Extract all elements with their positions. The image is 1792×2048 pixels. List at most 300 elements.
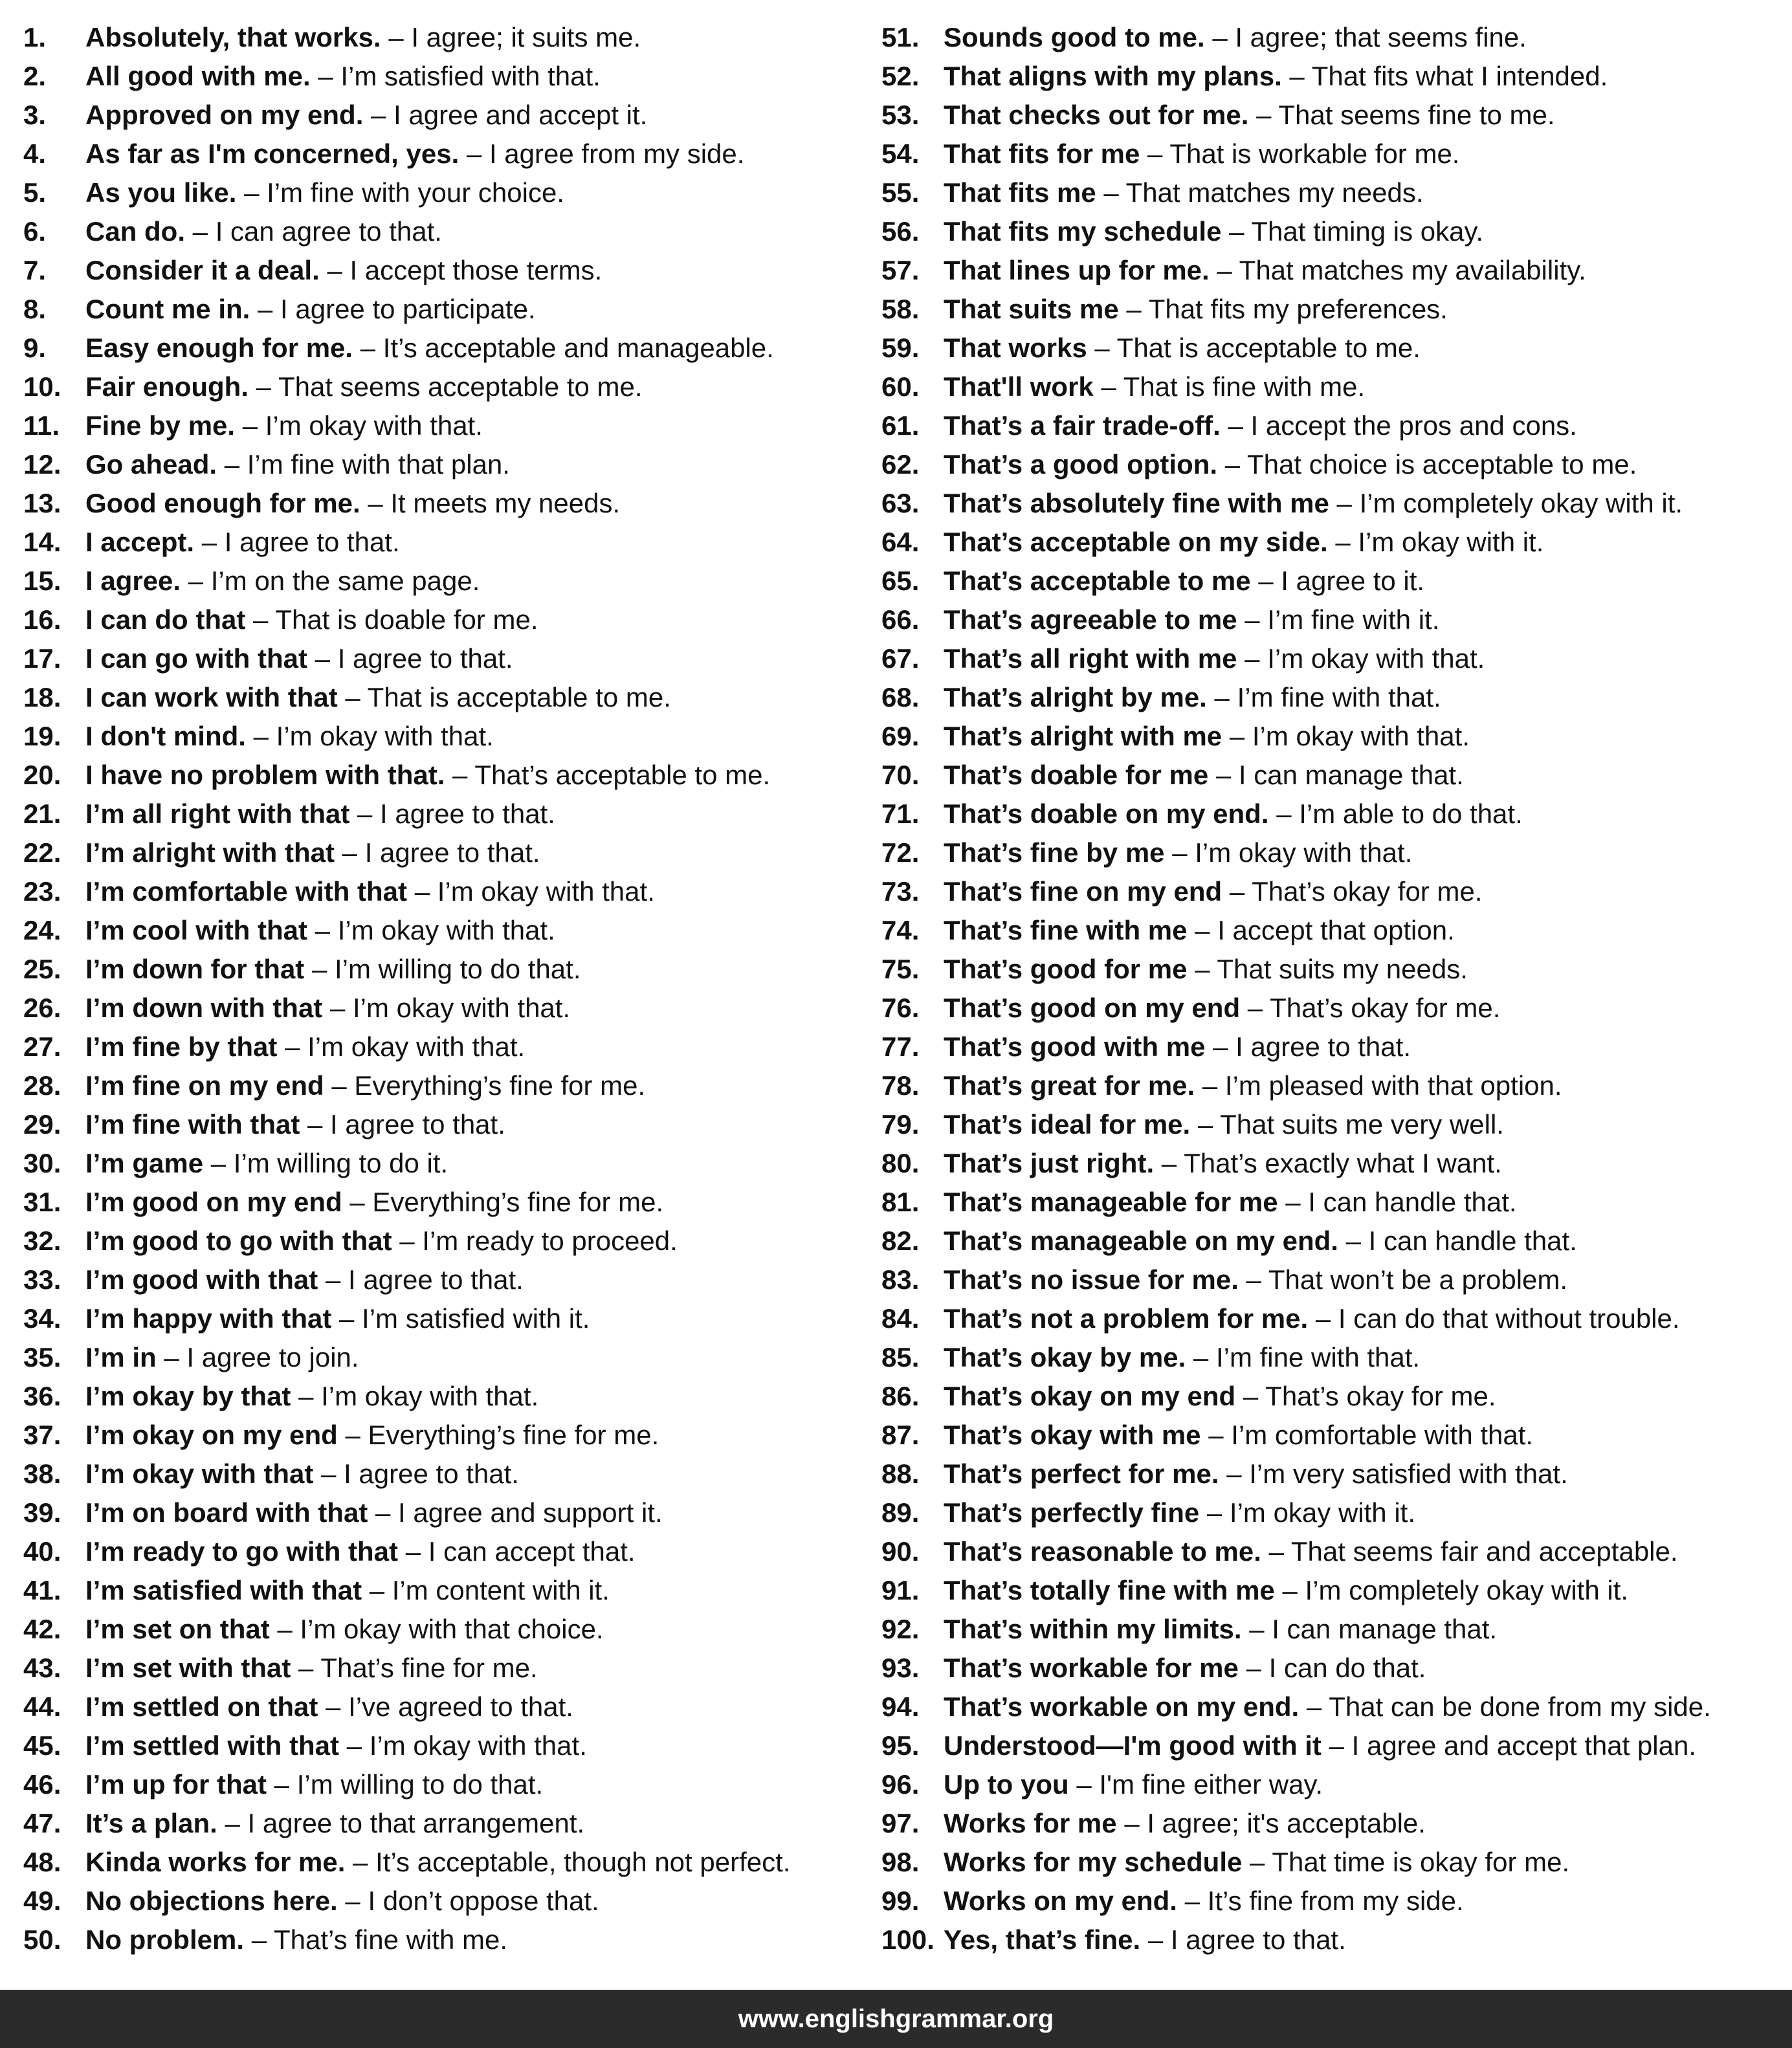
item-separator: – (1250, 1847, 1265, 1877)
item-number: 12. (23, 449, 61, 479)
item-meaning: That’s fine with me. (273, 1924, 508, 1955)
item-number: 5. (23, 177, 47, 208)
list-item (23, 1416, 858, 1455)
item-phrase: Good enough for me. (85, 488, 360, 518)
list-item (23, 1843, 858, 1882)
item-meaning: I agree; that seems fine. (1235, 22, 1527, 52)
item-meaning: I agree; it's acceptable. (1147, 1808, 1426, 1838)
item-meaning: I’m willing to do it. (233, 1148, 448, 1178)
item-number: 22. (23, 837, 61, 868)
item-phrase: As far as I'm concerned, yes. (85, 138, 459, 169)
item-number: 56. (881, 216, 920, 247)
item-separator: – (1147, 138, 1163, 169)
item-number: 97. (881, 1808, 920, 1838)
item-meaning: I’m okay with that. (1267, 643, 1485, 674)
item-separator: – (371, 100, 386, 130)
item-separator: – (1244, 604, 1260, 635)
item-number: 17. (23, 643, 61, 674)
item-meaning: That’s fine for me. (320, 1653, 538, 1683)
item-meaning: That is workable for me. (1169, 138, 1460, 169)
item-phrase: I’m down with that (85, 993, 323, 1023)
list-item (23, 1261, 858, 1299)
item-phrase: I can go with that (85, 643, 307, 674)
item-phrase: I’m set with that (85, 1653, 291, 1683)
item-phrase: That’s alright by me. (944, 682, 1207, 712)
list-item (23, 1649, 858, 1688)
item-number: 46. (23, 1769, 61, 1800)
item-meaning: I’m okay with that choice. (300, 1614, 604, 1644)
item-separator: – (224, 449, 240, 479)
item-number: 43. (23, 1653, 61, 1683)
item-number: 54. (881, 138, 920, 169)
item-phrase: I’m in (85, 1342, 157, 1372)
list-item (23, 96, 858, 135)
item-number: 87. (881, 1420, 920, 1450)
item-number: 63. (881, 488, 920, 518)
item-meaning: I can do that. (1268, 1653, 1426, 1683)
list-item (881, 717, 1787, 756)
item-phrase: I’m down for that (85, 954, 305, 984)
item-number: 51. (881, 22, 920, 52)
item-phrase: That checks out for me. (944, 100, 1249, 130)
item-separator: – (315, 915, 331, 945)
item-separator: – (298, 1381, 314, 1411)
item-meaning: That suits my needs. (1217, 954, 1468, 984)
item-meaning: I don’t oppose that. (368, 1886, 599, 1916)
item-meaning: I can handle that. (1308, 1187, 1517, 1217)
list-item (881, 1726, 1787, 1765)
item-meaning: I’m okay with that. (265, 410, 483, 441)
item-phrase: That’s good on my end (944, 993, 1241, 1023)
item-meaning: That is fine with me. (1123, 371, 1366, 402)
item-meaning: That timing is okay. (1251, 216, 1484, 247)
item-separator: – (1258, 566, 1274, 596)
item-phrase: That’s no issue for me. (944, 1264, 1239, 1295)
item-phrase: That’s manageable for me (944, 1187, 1278, 1217)
list-item (881, 1921, 1787, 1959)
item-number: 45. (23, 1730, 61, 1761)
item-separator: – (201, 527, 217, 557)
list-item (23, 368, 858, 406)
item-separator: – (1249, 1614, 1265, 1644)
item-separator: – (1094, 333, 1110, 363)
item-separator: – (1247, 993, 1263, 1023)
item-separator: – (1197, 1109, 1213, 1140)
item-number: 76. (881, 993, 920, 1023)
list-item (881, 1299, 1787, 1338)
item-phrase: That’s just right. (944, 1148, 1155, 1178)
item-phrase: As you like. (85, 177, 237, 208)
item-phrase: That’s not a problem for me. (944, 1303, 1309, 1334)
list-item (23, 717, 858, 756)
item-separator: – (1268, 1536, 1284, 1567)
item-meaning: I’m completely okay with it. (1305, 1575, 1629, 1605)
item-separator: – (1202, 1070, 1218, 1101)
item-number: 18. (23, 682, 61, 712)
item-separator: – (1101, 371, 1116, 402)
list-item (881, 406, 1787, 445)
list-item (23, 911, 858, 950)
item-separator: – (1282, 1575, 1298, 1605)
item-number: 73. (881, 876, 920, 907)
item-meaning: I’m okay with that. (276, 721, 494, 751)
list-item (23, 1688, 858, 1726)
item-phrase: I’m okay with that (85, 1459, 314, 1489)
list-item (23, 562, 858, 600)
item-meaning: I agree to that. (344, 1459, 519, 1489)
item-number: 2. (23, 61, 47, 91)
item-meaning: I agree to that. (1170, 1924, 1346, 1955)
list-item (881, 1843, 1787, 1882)
list-item (881, 756, 1787, 795)
item-meaning: It’s fine from my side. (1207, 1886, 1464, 1916)
item-meaning: I can do that without trouble. (1338, 1303, 1680, 1334)
item-number: 90. (881, 1536, 920, 1567)
list-item (881, 368, 1787, 406)
list-item (881, 1105, 1787, 1144)
item-number: 44. (23, 1691, 61, 1722)
item-separator: – (285, 1031, 300, 1062)
list-item (881, 1222, 1787, 1261)
item-separator: – (244, 177, 260, 208)
item-meaning: I accept that option. (1217, 915, 1455, 945)
item-phrase: That’s doable for me (944, 760, 1209, 790)
item-phrase: I’m happy with that (85, 1303, 332, 1334)
item-number: 47. (23, 1808, 61, 1838)
list-item (881, 1261, 1787, 1299)
item-separator: – (1289, 61, 1305, 91)
item-number: 59. (881, 333, 920, 363)
item-phrase: Works for me (944, 1808, 1117, 1838)
item-number: 26. (23, 993, 61, 1023)
item-separator: – (414, 876, 430, 907)
item-separator: – (318, 61, 333, 91)
item-number: 95. (881, 1730, 920, 1761)
list-item (23, 445, 858, 484)
item-separator: – (405, 1536, 421, 1567)
item-separator: – (345, 1886, 360, 1916)
list-item (23, 1455, 858, 1493)
item-separator: – (1214, 682, 1230, 712)
item-separator: – (345, 682, 360, 712)
item-separator: – (349, 1187, 365, 1217)
item-phrase: Approved on my end. (85, 100, 364, 130)
item-phrase: I’m settled with that (85, 1730, 340, 1761)
list-item (881, 1882, 1787, 1921)
item-phrase: I’m fine with that (85, 1109, 300, 1140)
item-phrase: I’m satisfied with that (85, 1575, 362, 1605)
item-meaning: I agree to that. (330, 1109, 505, 1140)
phrase-column-left (23, 18, 858, 1959)
item-separator: – (164, 1342, 179, 1372)
item-number: 29. (23, 1109, 61, 1140)
list-item (881, 989, 1787, 1028)
item-meaning: That’s acceptable to me. (474, 760, 771, 790)
item-meaning: I’ve agreed to that. (348, 1691, 573, 1722)
item-meaning: That is acceptable to me. (1116, 333, 1421, 363)
item-number: 82. (881, 1226, 920, 1256)
item-separator: – (256, 371, 272, 402)
item-phrase: That’s all right with me (944, 643, 1237, 674)
item-separator: – (1217, 255, 1232, 285)
item-number: 40. (23, 1536, 61, 1567)
list-item (23, 1299, 858, 1338)
item-meaning: That seems acceptable to me. (278, 371, 643, 402)
item-phrase: I’m set on that (85, 1614, 270, 1644)
item-meaning: I agree and accept it. (393, 100, 648, 130)
item-separator: – (1329, 1730, 1344, 1761)
list-item (23, 756, 858, 795)
item-phrase: I agree. (85, 566, 181, 596)
item-separator: – (253, 604, 269, 635)
item-phrase: That’s ideal for me. (944, 1109, 1191, 1140)
item-meaning: I agree to that. (1235, 1031, 1411, 1062)
item-phrase: That’s great for me. (944, 1070, 1195, 1101)
item-phrase: I’m ready to go with that (85, 1536, 399, 1567)
item-meaning: That’s okay for me. (1252, 876, 1483, 907)
list-item (881, 1688, 1787, 1726)
item-phrase: It’s a plan. (85, 1808, 217, 1838)
item-number: 30. (23, 1148, 61, 1178)
list-item (881, 1416, 1787, 1455)
item-meaning: I agree to that. (224, 527, 400, 557)
list-item (881, 1493, 1787, 1532)
item-number: 32. (23, 1226, 61, 1256)
list-item (881, 1765, 1787, 1804)
item-number: 67. (881, 643, 920, 674)
item-number: 24. (23, 915, 61, 945)
item-separator: – (360, 333, 376, 363)
item-separator: – (353, 1847, 368, 1877)
item-phrase: That’s doable on my end. (944, 798, 1269, 829)
list-item (881, 795, 1787, 833)
item-separator: – (1243, 1381, 1259, 1411)
list-item (23, 1921, 858, 1959)
item-number: 84. (881, 1303, 920, 1334)
item-phrase: No objections here. (85, 1886, 338, 1916)
item-meaning: I’m okay with it. (1229, 1497, 1415, 1528)
list-item (23, 212, 858, 251)
item-separator: – (315, 643, 331, 674)
item-separator: – (342, 837, 358, 868)
item-meaning: That seems fair and acceptable. (1290, 1536, 1678, 1567)
list-item (23, 600, 858, 639)
item-meaning: I’m satisfied with that. (340, 61, 601, 91)
list-item (881, 1804, 1787, 1843)
list-item (881, 173, 1787, 212)
item-separator: – (369, 1575, 385, 1605)
list-item (23, 1726, 858, 1765)
item-meaning: It’s acceptable and manageable. (382, 333, 774, 363)
item-phrase: That’s fine on my end (944, 876, 1222, 907)
item-meaning: That is doable for me. (275, 604, 538, 635)
list-item (23, 329, 858, 368)
list-item (881, 57, 1787, 96)
item-meaning: I’m okay with that. (437, 876, 655, 907)
item-separator: – (1276, 798, 1292, 829)
item-number: 35. (23, 1342, 61, 1372)
item-phrase: Fair enough. (85, 371, 249, 402)
item-meaning: I’m willing to do that. (335, 954, 581, 984)
list-item (23, 678, 858, 717)
item-meaning: I’m okay with that. (307, 1031, 525, 1062)
item-phrase: I’m comfortable with that (85, 876, 408, 907)
item-meaning: Everything’s fine for me. (354, 1070, 646, 1101)
list-item (881, 872, 1787, 911)
item-meaning: I agree to that. (380, 798, 555, 829)
item-meaning: I’m okay with that. (321, 1381, 539, 1411)
item-phrase: Can do. (85, 216, 185, 247)
item-number: 61. (881, 410, 920, 441)
item-number: 28. (23, 1070, 61, 1101)
item-separator: – (1224, 449, 1241, 479)
item-meaning: I can manage that. (1272, 1614, 1498, 1644)
item-phrase: That’s reasonable to me. (944, 1536, 1261, 1567)
item-separator: – (357, 798, 373, 829)
list-item (23, 1765, 858, 1804)
item-separator: – (1345, 1226, 1361, 1256)
item-phrase: I’m good with that (85, 1264, 318, 1295)
item-separator: – (466, 138, 482, 169)
phrase-column-right (881, 18, 1787, 1959)
item-phrase: I’m alright with that (85, 837, 335, 868)
item-phrase: I’m cool with that (85, 915, 307, 945)
list-item (881, 1571, 1787, 1610)
item-phrase: I’m fine by that (85, 1031, 278, 1062)
item-number: 62. (881, 449, 920, 479)
item-number: 41. (23, 1575, 61, 1605)
item-phrase: That fits me (944, 177, 1096, 208)
item-separator: – (345, 1420, 360, 1450)
item-separator: – (321, 1459, 337, 1489)
item-phrase: That’s totally fine with me (944, 1575, 1275, 1605)
item-separator: – (339, 1303, 355, 1334)
list-item (23, 173, 858, 212)
item-meaning: I agree from my side. (489, 138, 745, 169)
item-number: 68. (881, 682, 920, 712)
item-meaning: I’m ready to proceed. (422, 1226, 678, 1256)
item-meaning: That matches my availability. (1239, 255, 1586, 285)
item-phrase: That fits for me (944, 138, 1140, 169)
item-meaning: I’m able to do that. (1299, 798, 1523, 829)
item-meaning: I agree and support it. (398, 1497, 663, 1528)
item-number: 70. (881, 760, 920, 790)
item-meaning: I’m fine with that. (1215, 1342, 1421, 1372)
item-phrase: That'll work (944, 371, 1094, 402)
list-item (23, 57, 858, 96)
item-separator: – (258, 294, 273, 324)
list-item (23, 18, 858, 57)
item-separator: – (1315, 1303, 1331, 1334)
item-separator: – (1193, 1342, 1209, 1372)
item-separator: – (326, 1691, 341, 1722)
list-item (881, 523, 1787, 562)
item-number: 1. (23, 22, 47, 52)
item-number: 71. (881, 798, 920, 829)
item-meaning: That time is okay for me. (1272, 1847, 1570, 1877)
item-phrase: That’s acceptable on my side. (944, 527, 1328, 557)
item-separator: – (1103, 177, 1119, 208)
list-item (881, 562, 1787, 600)
list-item (881, 251, 1787, 290)
list-item (23, 1610, 858, 1649)
item-number: 3. (23, 100, 47, 130)
item-phrase: Yes, that’s fine. (944, 1924, 1141, 1955)
item-separator: – (1124, 1808, 1140, 1838)
item-separator: – (1256, 100, 1272, 130)
item-meaning: I’m okay with that. (337, 915, 555, 945)
item-meaning: I’m on the same page. (210, 566, 480, 596)
item-number: 85. (881, 1342, 920, 1372)
item-phrase: I’m on board with that (85, 1497, 368, 1528)
item-number: 96. (881, 1769, 920, 1800)
item-separator: – (1184, 1886, 1200, 1916)
item-meaning: I’m satisfied with it. (362, 1303, 590, 1334)
list-item (23, 251, 858, 290)
list-item (881, 1532, 1787, 1571)
item-separator: – (277, 1614, 293, 1644)
list-item (881, 484, 1787, 523)
item-meaning: I’m completely okay with it. (1359, 488, 1683, 518)
item-number: 83. (881, 1264, 920, 1295)
item-number: 81. (881, 1187, 920, 1217)
item-phrase: Fine by me. (85, 410, 236, 441)
item-phrase: I’m up for that (85, 1769, 267, 1800)
item-phrase: Sounds good to me. (944, 22, 1205, 52)
list-item (23, 1066, 858, 1105)
list-item (881, 1649, 1787, 1688)
list-item (23, 1804, 858, 1843)
item-number: 74. (881, 915, 920, 945)
item-separator: – (329, 993, 346, 1023)
item-number: 11. (23, 410, 60, 441)
item-number: 16. (23, 604, 61, 635)
item-separator: – (368, 488, 383, 518)
item-meaning: I'm fine either way. (1099, 1769, 1323, 1800)
item-separator: – (325, 1264, 341, 1295)
list-item (881, 639, 1787, 678)
item-meaning: I agree to join. (186, 1342, 359, 1372)
item-number: 10. (23, 371, 61, 402)
list-item (881, 1377, 1787, 1416)
item-phrase: That’s good with me (944, 1031, 1206, 1062)
item-meaning: That fits what I intended. (1311, 61, 1608, 91)
item-separator: – (210, 1148, 227, 1178)
item-separator: – (274, 1769, 290, 1800)
item-separator: – (1229, 721, 1245, 751)
list-item (23, 795, 858, 833)
item-meaning: I agree and accept that plan. (1351, 1730, 1697, 1761)
item-phrase: Absolutely, that works. (85, 22, 381, 52)
item-number: 50. (23, 1924, 61, 1955)
item-meaning: I’m okay with that. (1195, 837, 1413, 868)
item-meaning: That’s okay for me. (1265, 1381, 1496, 1411)
item-meaning: I’m very satisfied with that. (1249, 1459, 1568, 1489)
item-phrase: That lines up for me. (944, 255, 1210, 285)
item-phrase: That’s absolutely fine with me (944, 488, 1329, 518)
item-phrase: That’s fine with me (944, 915, 1188, 945)
item-number: 53. (881, 100, 920, 130)
list-item (23, 406, 858, 445)
item-number: 27. (23, 1031, 61, 1062)
item-number: 75. (881, 954, 920, 984)
item-phrase: That’s good for me (944, 954, 1188, 984)
item-phrase: I accept. (85, 527, 195, 557)
item-meaning: I’m okay with that. (369, 1730, 587, 1761)
item-phrase: That’s workable on my end. (944, 1691, 1300, 1722)
item-separator: – (331, 1070, 347, 1101)
item-separator: – (1246, 1264, 1261, 1295)
